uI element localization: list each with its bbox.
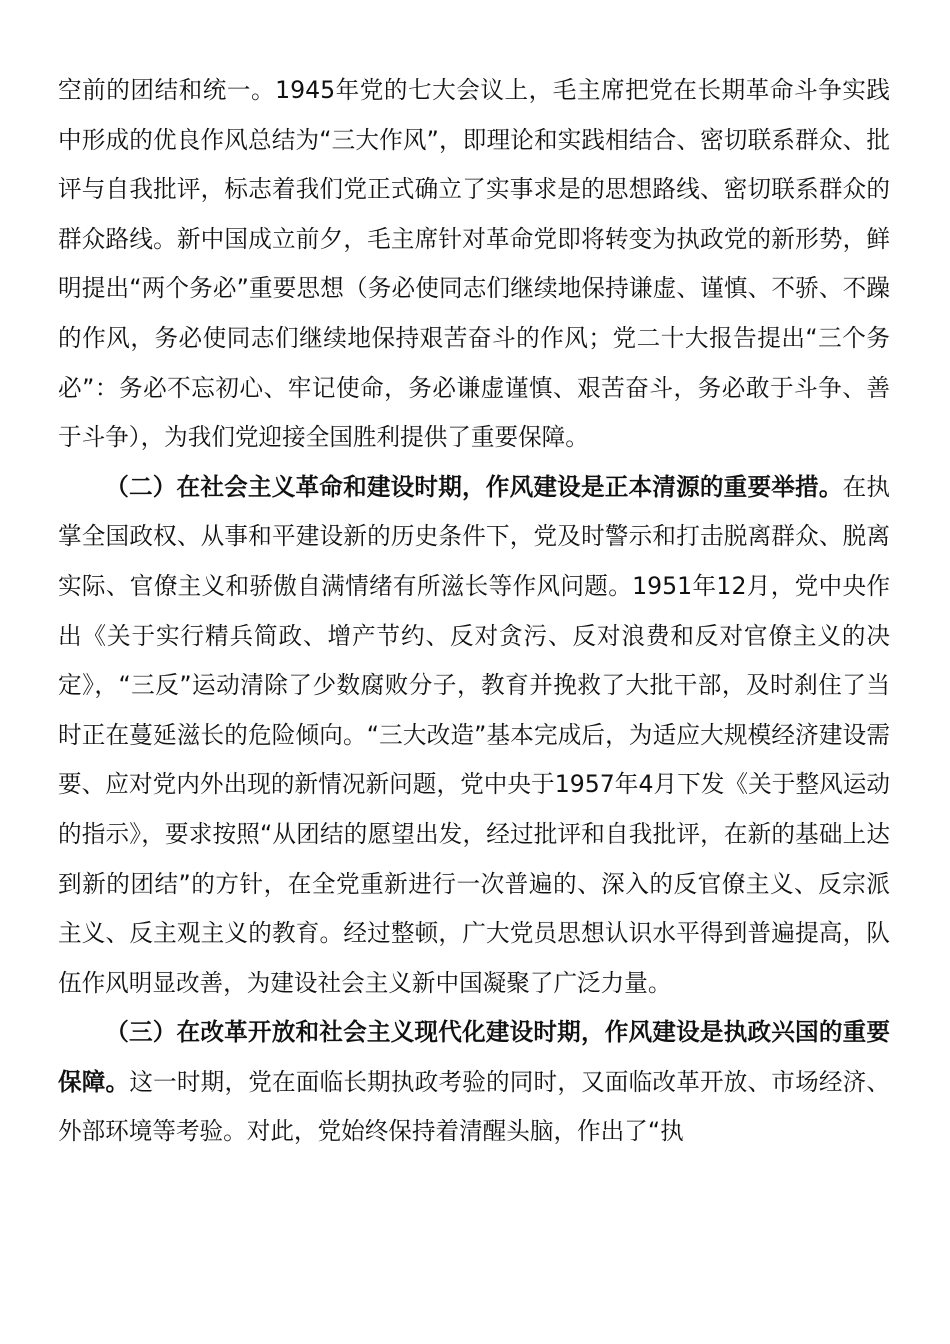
paragraph-2: [58, 463, 890, 1009]
document-page: [58, 66, 890, 1157]
paragraph-1-text: 空前的团结和统一。1945年党的七大会议上，毛主席把党在长期革命斗争实践中形成的优良作风总结为“三大作风”，即理论和实践相结合、密切联系群众、批评与自我批评，标志着我们党正式确立了实事求是的思想路线、密切联系群众的群众路线。新中国成立前夕，毛主席针对革命党即将转变为执政党的新形势，鲜明提出“两个务必”重要思想（务必使同志们继续地保持谦虚、谨慎、不骄、不躁的作风，务必使同志们继续地保持艰苦奋斗的作风；党二十大报告提出“三个务必”：务必不忘初心、牢记使命，务必谦虚谨慎、艰苦奋斗，务必敢于斗争、善于斗争），为我们党迎接全国胜利提供了重要保障。: [58, 76, 890, 452]
paragraph-3: [58, 1008, 890, 1157]
paragraph-1: [58, 66, 890, 463]
section-3-heading: （三）在改革开放和社会主义现代化建设时期，作风建设是执政兴国的重要保障。: [58, 1018, 890, 1096]
section-2-heading: （二）在社会主义革命和建设时期，作风建设是正本清源的重要举措。: [105, 472, 843, 501]
paragraph-2-text: 在执掌全国政权、从事和平建设新的历史条件下，党及时警示和打击脱离群众、脱离实际、官僚主义和骄傲自满情绪有所滋长等作风问题。1951年12月，党中央作出《关于实行精兵简政、增产节约、反对贪污、反对浪费和反对官僚主义的决定》，“三反”运动清除了少数腐败分子，教育并挽救了大批干部，及时刹住了当时正在蔓延滋长的危险倾向。“三大改造”基本完成后，为适应大规模经济建设需要、应对党内外出现的新情况新问题，党中央于1957年4月下发《关于整风运动的指示》，要求按照“从团结的愿望出发，经过批评和自我批评，在新的基础上达到新的团结”的方针，在全党重新进行一次普遍的、深入的反官僚主义、反宗派主义、反主观主义的教育。经过整顿，广大党员思想认识水平得到普遍提高，队伍作风明显改善，为建设社会主义新中国凝聚了广泛力量。: [58, 472, 891, 997]
paragraph-3-text: 这一时期，党在面临长期执政考验的同时，又面临改革开放、市场经济、外部环境等考验。对此，党始终保持着清醒头脑，作出了“执: [58, 1067, 891, 1146]
